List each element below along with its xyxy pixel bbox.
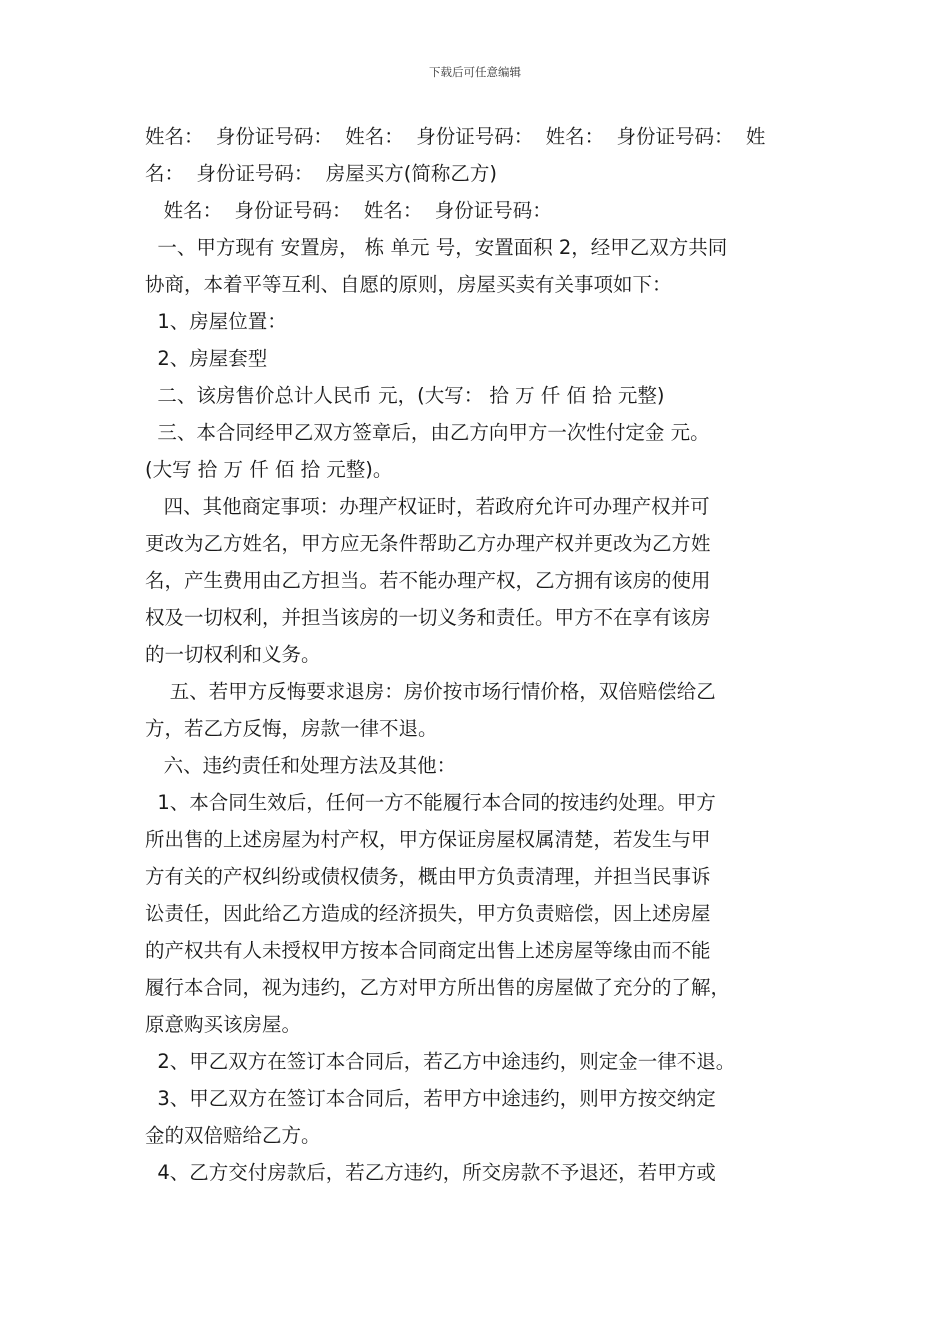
- text-line: 名： 身份证号码： 房屋买方(简称乙方): [145, 162, 498, 185]
- text-line: 二、该房售价总计人民币 元，(大写： 拾 万 仟 佰 拾 元整): [145, 384, 665, 407]
- page-header-note: 下载后可任意编辑: [429, 65, 521, 79]
- text-line: 六、违约责任和处理方法及其他：: [145, 754, 457, 777]
- text-line: 3、甲乙双方在签订本合同后，若甲方中途违约，则甲方按交纳定: [145, 1087, 716, 1110]
- text-line: 的产权共有人未授权甲方按本合同商定出售上述房屋等缘由而不能: [145, 939, 711, 962]
- contract-body: [145, 118, 809, 1191]
- text-line: 协商，本着平等互利、自愿的原则，房屋买卖有关事项如下：: [145, 273, 672, 296]
- text-line: 名，产生费用由乙方担当。若不能办理产权，乙方拥有该房的使用: [145, 569, 711, 592]
- text-line: 姓名： 身份证号码： 姓名： 身份证号码：: [145, 199, 552, 222]
- text-line: 4、乙方交付房款后，若乙方违约，所交房款不予退还，若甲方或: [145, 1161, 716, 1184]
- text-line: 2、甲乙双方在签订本合同后，若乙方中途违约，则定金一律不退。: [145, 1050, 736, 1073]
- text-line: 权及一切权利，并担当该房的一切义务和责任。甲方不在享有该房: [145, 606, 711, 629]
- text-line: 履行本合同，视为违约，乙方对甲方所出售的房屋做了充分的了解，: [145, 976, 731, 999]
- text-line: 1、本合同生效后，任何一方不能履行本合同的按违约处理。甲方: [145, 791, 716, 814]
- text-line: 讼责任，因此给乙方造成的经济损失，甲方负责赔偿，因上述房屋: [145, 902, 711, 925]
- text-line: 的一切权利和义务。: [145, 643, 321, 666]
- text-line: 所出售的上述房屋为村产权，甲方保证房屋权属清楚，若发生与甲: [145, 828, 711, 851]
- text-line: 更改为乙方姓名，甲方应无条件帮助乙方办理产权并更改为乙方姓: [145, 532, 711, 555]
- text-line: 四、其他商定事项：办理产权证时，若政府允许可办理产权并可: [145, 495, 710, 518]
- text-line: (大写 拾 万 仟 佰 拾 元整)。: [145, 458, 393, 481]
- text-line: 2、房屋套型: [145, 347, 268, 370]
- text-line: 原意购买该房屋。: [145, 1013, 302, 1036]
- text-line: 姓名： 身份证号码： 姓名： 身份证号码： 姓名： 身份证号码： 姓: [145, 125, 766, 148]
- text-line: 1、房屋位置：: [145, 310, 287, 333]
- text-line: 三、本合同经甲乙双方签章后，由乙方向甲方一次性付定金 元。: [145, 421, 710, 444]
- text-line: 一、甲方现有 安置房， 栋 单元 号，安置面积 2，经甲乙双方共同: [145, 236, 728, 259]
- text-line: 方有关的产权纠纷或债权债务，概由甲方负责清理，并担当民事诉: [145, 865, 711, 888]
- text-line: 五、若甲方反悔要求退房：房价按市场行情价格，双倍赔偿给乙: [145, 680, 716, 703]
- text-line: 方，若乙方反悔，房款一律不退。: [145, 717, 438, 740]
- text-line: 金的双倍赔给乙方。: [145, 1124, 321, 1147]
